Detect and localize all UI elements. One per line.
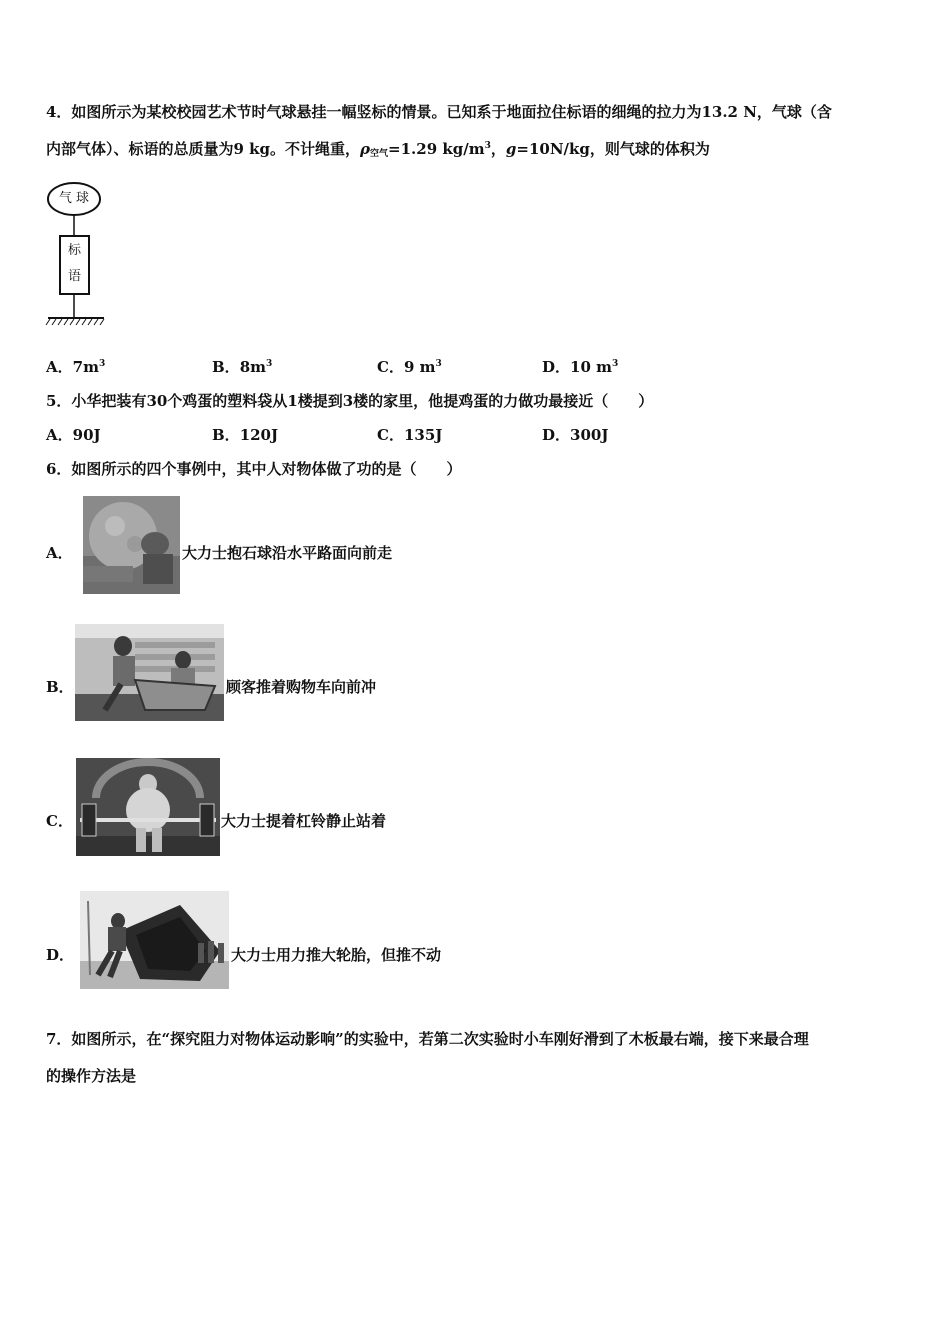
- q4-option-b[interactable]: B．$8m^3$: [212, 358, 273, 376]
- q6-option-d-letter[interactable]: D．: [46, 946, 75, 964]
- q6-photo-pushing-tire: [80, 891, 229, 989]
- q6-option-c-letter[interactable]: C．: [46, 812, 73, 830]
- q5-option-c[interactable]: C．135J: [377, 426, 443, 444]
- q6-option-b-caption: 顾客推着购物车向前冲: [226, 678, 377, 696]
- q4-option-d[interactable]: D．10 $m^3$: [542, 358, 619, 376]
- q6-option-a-caption: 大力士抱石球沿水平路面向前走: [182, 544, 393, 562]
- q4-stem-line1: 4．如图所示为某校校园艺术节时气球悬挂一幅竖标的情景。已知系于地面拉住标语的细绳的拉力为13.2 N，气球（含: [46, 103, 832, 121]
- q5-stem: 5．小华把装有30个鸡蛋的塑料袋从1楼提到3楼的家里，他提鸡蛋的力做功最接近（ ）: [46, 392, 654, 410]
- q5-option-a[interactable]: A．90J: [46, 426, 101, 444]
- q5-option-b[interactable]: B．120J: [212, 426, 279, 444]
- q5-option-d[interactable]: D．300J: [542, 426, 609, 444]
- q4-balloon-figure: [44, 178, 114, 330]
- q6-option-d-caption: 大力士用力推大轮胎，但推不动: [231, 946, 442, 964]
- q4-option-c[interactable]: C．9 $m^3$: [377, 358, 442, 376]
- q6-option-b-letter[interactable]: B．: [46, 678, 74, 696]
- q6-option-c-caption: 大力士提着杠铃静止站着: [221, 812, 387, 830]
- q7-stem-line2: 的操作方法是: [46, 1067, 137, 1085]
- banner-label-1: 标: [67, 243, 81, 258]
- q6-stem: 6．如图所示的四个事例中，其中人对物体做了功的是（ ）: [46, 460, 462, 478]
- banner-label-2: 语: [67, 269, 81, 284]
- q6-photo-barbell-lift: [76, 758, 220, 856]
- q4-stem-line2: 内部气体）、标语的总质量为9 kg。不计绳重，$\rho_{空气}=1.29$ $kg/m^3$，g=10N/kg，则气球的体积为: [46, 140, 710, 159]
- q6-photo-strongman-stone-ball: [83, 496, 180, 594]
- q6-option-a-letter[interactable]: A．: [46, 544, 73, 562]
- q7-stem-line1: 7．如图所示，在“探究阻力对物体运动影响”的实验中，若第二次实验时小车刚好滑到了木板最右端，接下来最合理: [46, 1030, 809, 1048]
- q4-option-a[interactable]: A．$7m^3$: [46, 358, 106, 376]
- balloon-label: 气 球: [58, 191, 90, 206]
- q6-photo-shopping-cart: [75, 624, 224, 721]
